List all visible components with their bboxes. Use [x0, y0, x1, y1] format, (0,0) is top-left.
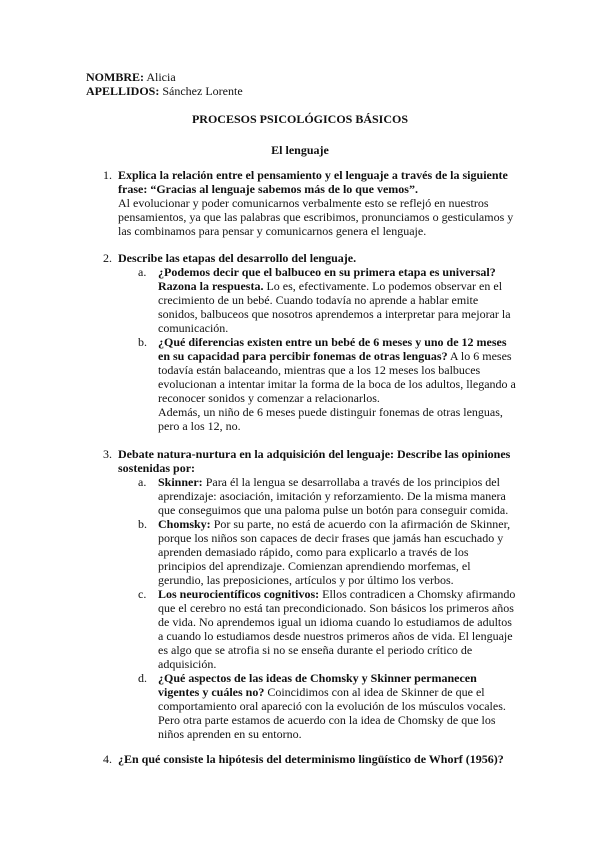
question-2 — [103, 251, 518, 433]
sub-letter: a. — [138, 265, 147, 279]
sub-question-d — [118, 671, 518, 741]
sub-question-b — [118, 335, 518, 433]
sub-answer-text: Para él la lengua se desarrollaba a través de los principios del aprendizaje: asociación, imitación y reforzamiento. De la misma manera que conseguimos que una paloma pulse un botón para conseguir comida. — [158, 475, 509, 517]
answer-text: Al evolucionar y poder comunicarnos verbalmente esto se reflejó en nuestros pensamientos, ya que las palabras que escribimos, pronunciamos o gesticulamos y las combinamos para pensar y comunicarnos genera el lenguaje. — [118, 196, 514, 238]
name-label: NOMBRE: — [86, 70, 144, 84]
name-value: Alicia — [146, 70, 176, 84]
question-1 — [103, 168, 518, 238]
sub-answer-text: Coincidimos con al idea de Skinner de que el comportamiento oral apareció con la evolución de los músculos vocales. Pero otra parte estamos de acuerdo con la idea de Chomsky de que los niños aprenden en su entorno. — [158, 685, 506, 741]
question-4 — [103, 752, 538, 766]
sub-question-text: Los neurocientíficos cognitivos: — [158, 587, 320, 601]
sub-answer-text: Ellos contradicen a Chomsky afirmando que el cerebro no está tan precondicionado. Son básicos los primeros años de vida. No aprendemos igual un idioma cuando lo estudiamos de adultos a cuando lo estudiamos desde nuestros primeros años de vida. El lenguaje es algo que se atrofia si no se enseña durante el periodo crítico de adquisición. — [158, 587, 516, 671]
question-text: Debate natura-nurtura en la adquisición del lenguaje: Describe las opiniones sostenidas por: — [118, 447, 511, 475]
question-text: ¿En qué consiste la hipótesis del determinismo lingüístico de Whorf (1956)? — [118, 752, 504, 766]
sub-question-text: ¿Podemos decir que el balbuceo en su primera etapa es universal? Razona la respuesta. — [158, 265, 496, 293]
sub-letter: d. — [138, 671, 147, 685]
sub-question-text: ¿Qué diferencias existen entre un bebé de 6 meses y uno de 12 meses en su capacidad para percibir fonemas de otras lenguas? — [158, 335, 507, 363]
question-text: Explica la relación entre el pensamiento y el lenguaje a través de la siguiente frase: “Gracias al lenguaje sabemos más de lo que vemos”. — [118, 168, 508, 196]
name-line — [86, 70, 526, 84]
sub-letter: c. — [138, 587, 147, 601]
sub-question-text: Skinner: — [158, 475, 203, 489]
document-title: PROCESOS PSICOLÓGICOS BÁSICOS — [191, 112, 409, 126]
sub-letter: a. — [138, 475, 147, 489]
question-number: 1. — [103, 168, 112, 182]
surname-line — [86, 84, 526, 98]
question-text: Describe las etapas del desarrollo del lenguaje. — [118, 251, 357, 265]
sub-letter: b. — [138, 517, 147, 531]
sub-answer-extra: Además, un niño de 6 meses puede distinguir fonemas de otras lenguas, pero a los 12, no. — [158, 405, 503, 433]
student-header — [86, 70, 526, 98]
question-number: 3. — [103, 447, 112, 461]
sub-answer-text: Por su parte, no está de acuerdo con la afirmación de Skinner, porque los niños son capaces de decir frases que jamás han escuchado y aprenden demasiado rápido, como para explicarlo a través de los principios del aprendizaje. Comienzan aprendiendo morfemas, el gerundio, las preposiciones, artículos y por último los verbos. — [158, 517, 511, 587]
surname-label: APELLIDOS: — [86, 84, 160, 98]
sub-question-text: ¿Qué aspectos de las ideas de Chomsky y Skinner permanecen vigentes y cuáles no? — [158, 671, 477, 699]
sub-answer-text: A lo 6 meses todavía están balaceando, mientras que a los 12 meses los balbuces evolucionan a intentar imitar la forma de la boca de los adultos, llegando a reconocer sonidos y comenzar a relacionarlos. — [158, 349, 516, 405]
sub-question-b — [118, 517, 518, 587]
surname-value: Sánchez Lorente — [162, 84, 243, 98]
document-subtitle: El lenguaje — [271, 143, 329, 157]
sub-question-a — [118, 475, 518, 517]
sub-question-a — [118, 265, 518, 335]
question-number: 2. — [103, 251, 112, 265]
sub-letter: b. — [138, 335, 147, 349]
sub-answer-text: Lo es, efectivamente. Lo podemos observar en el crecimiento de un bebé. Cuando todavía no aprende a hablar emite sonidos, balbuceos que nosotros aprendemos a interpretar para mejorar la comunicación. — [158, 279, 511, 335]
question-number: 4. — [103, 752, 112, 766]
sub-question-text: Chomsky: — [158, 517, 211, 531]
sub-question-c — [118, 587, 518, 671]
question-3 — [103, 447, 518, 741]
